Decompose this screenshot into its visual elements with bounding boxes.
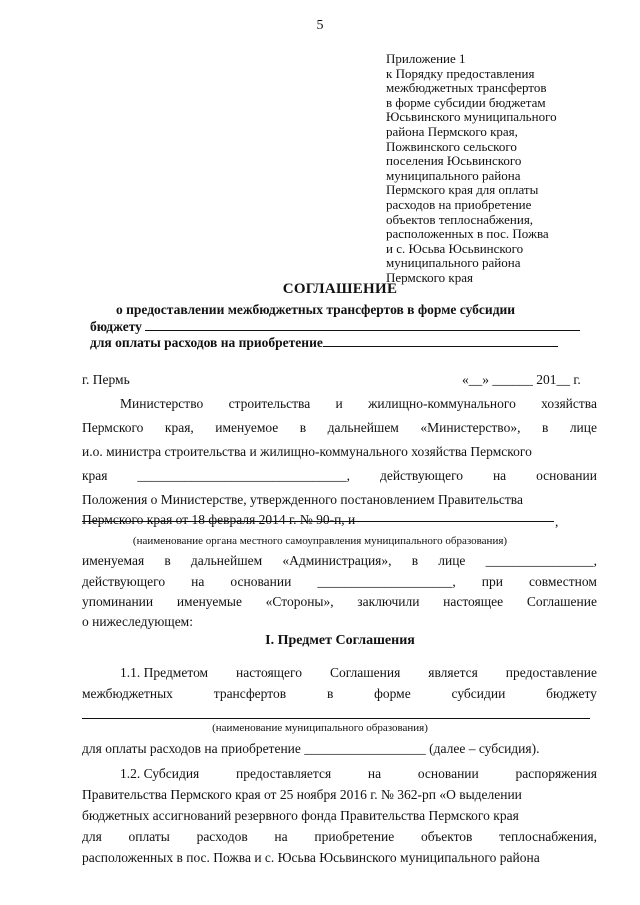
section-heading: I. Предмет Соглашения (265, 633, 415, 648)
word: оплаты (128, 829, 170, 844)
word: бюджету (546, 686, 597, 701)
word: предоставление (505, 665, 597, 680)
word: края, (164, 420, 194, 435)
word: в (326, 686, 334, 701)
appendix-line: Приложение 1 (386, 51, 466, 66)
word: субсидии (451, 686, 506, 701)
word: 1.2. Субсидия (120, 766, 200, 781)
organ-caption: (наименование органа местного самоуправления муниципального образования) (132, 535, 508, 547)
appendix-line: Пермского края (386, 269, 473, 285)
word: в (299, 420, 307, 435)
appendix-line: к Порядку предоставления (386, 65, 535, 81)
word: на (274, 829, 288, 844)
organ-line-comma: , (555, 514, 559, 529)
word: расходов (196, 829, 248, 844)
organ-blank-line (82, 521, 554, 522)
para2-line1 (82, 553, 597, 569)
word: именуемые (176, 594, 242, 609)
word: Пермского (82, 420, 144, 435)
word: настоящее (443, 594, 504, 609)
word: объектов (420, 829, 473, 844)
word: является (428, 665, 478, 680)
word: ________________, (485, 553, 597, 568)
appendix-block (386, 52, 616, 286)
p11-end-line: для оплаты расходов на приобретение __________________ (далее – субсидия). (82, 741, 540, 756)
word: распоряжения (515, 766, 597, 781)
word: настоящего (236, 665, 303, 680)
word: приобретение (314, 829, 395, 844)
subtitle-line-2 (90, 318, 590, 335)
word: и (335, 396, 343, 411)
document-title: СОГЛАШЕНИЕ (282, 281, 398, 297)
appendix-line: объектов теплоснабжения, (386, 211, 534, 227)
p11-line1 (120, 665, 597, 681)
appendix-line: Юсьвинского муниципального (386, 109, 557, 125)
budget-blank-line (145, 318, 580, 331)
word: совместном (529, 574, 597, 589)
word: «Стороны», (265, 594, 334, 609)
word: на (367, 766, 382, 781)
appendix-line: расположенных в пос. Пожва (386, 226, 549, 242)
word: дальнейшем (190, 553, 263, 568)
word: форме (374, 686, 411, 701)
appendix-line: поселения Юсьвинского (386, 153, 522, 169)
word: основании (417, 766, 479, 781)
p12-line4 (82, 829, 597, 845)
word: хозяйства (541, 396, 597, 411)
word: 1.1. Предметом (120, 665, 209, 680)
word: в (541, 420, 549, 435)
purpose-blank-line (323, 334, 558, 347)
p11-line2 (82, 686, 597, 702)
p12-line3: бюджетных ассигнований резервного фонда Правительства Пермского края (82, 808, 519, 823)
para2-line4: о нижеследующем: (82, 614, 193, 629)
para1-line1 (120, 396, 597, 412)
appendix-line: расходов на приобретение (386, 196, 532, 212)
subtitle-line-3 (90, 334, 590, 351)
municipality-blank-line (82, 718, 590, 719)
para1-line3: и.о. министра строительства и жилищно-коммунального хозяйства Пермского (82, 444, 532, 459)
para2-line3 (82, 594, 597, 610)
para2-line2 (82, 574, 597, 590)
word: основании (536, 468, 597, 483)
word: строительства (228, 396, 311, 411)
appendix-line: Пожвинского сельского (386, 138, 517, 154)
place-label: г. Пермь (82, 372, 130, 387)
word: «Министерство», (420, 420, 521, 435)
word: лице (569, 420, 597, 435)
appendix-line: муниципального района (386, 255, 521, 271)
word: _______________________________, (137, 468, 351, 483)
p12-line2: Правительства Пермского края от 25 ноября 2016 г. № 362-рп «О выделении (82, 787, 522, 802)
appendix-line: межбюджетных трансфертов (386, 80, 547, 96)
word: теплоснабжения, (499, 829, 597, 844)
word: именуемая (82, 553, 145, 568)
para1-line6: Пермского края от 18 февраля 2014 г. № 90-п, и (82, 512, 356, 527)
word: заключили (357, 594, 420, 609)
word: Соглашения (329, 665, 401, 680)
word: действующего (82, 574, 166, 589)
word: на (492, 468, 507, 483)
word: при (481, 574, 503, 589)
word: для (82, 829, 102, 844)
word: края (82, 468, 108, 483)
para1-line4 (82, 468, 597, 484)
word: трансфертов (213, 686, 287, 701)
word: ____________________, (317, 574, 456, 589)
appendix-line: района Пермского края, (386, 123, 518, 139)
word: лице (438, 553, 466, 568)
word: Министерство (120, 396, 204, 411)
page-number: 5 (316, 18, 324, 33)
word: в (164, 553, 171, 568)
appendix-line: муниципального района (386, 167, 521, 183)
word: именуемое (215, 420, 279, 435)
appendix-line: в форме субсидии бюджетам (386, 94, 546, 110)
word: на (191, 574, 205, 589)
word: «Администрация», (282, 553, 392, 568)
para1-line5: Положения о Министерстве, утвержденного постановлением Правительства (82, 492, 523, 507)
word: действующего (379, 468, 464, 483)
subtitle-line-1: о предоставлении межбюджетных трансфертов в форме субсидии (116, 302, 516, 317)
p12-line1 (120, 766, 597, 782)
word: основании (230, 574, 292, 589)
word: предоставляется (235, 766, 332, 781)
para1-line2 (82, 420, 597, 436)
p12-line5: расположенных в пос. Пожва и с. Юсьва Юсьвинского муниципального района (82, 850, 540, 865)
subtitle-budget-label: бюджету (90, 319, 146, 334)
word: межбюджетных (82, 686, 173, 701)
appendix-line: и с. Юсьва Юсьвинского (386, 240, 524, 256)
municipality-caption: (наименование муниципального образования) (212, 722, 428, 734)
word: дальнейшем (327, 420, 399, 435)
word: упоминании (82, 594, 154, 609)
word: Соглашение (526, 594, 597, 609)
word: жилищно-коммунального (368, 396, 516, 411)
subtitle-purpose-label: для оплаты расходов на приобретение (90, 335, 323, 350)
appendix-line: Пермского края для оплаты (386, 182, 539, 198)
word: в (411, 553, 419, 568)
date-label: «__» ______ 201__ г. (462, 372, 581, 387)
